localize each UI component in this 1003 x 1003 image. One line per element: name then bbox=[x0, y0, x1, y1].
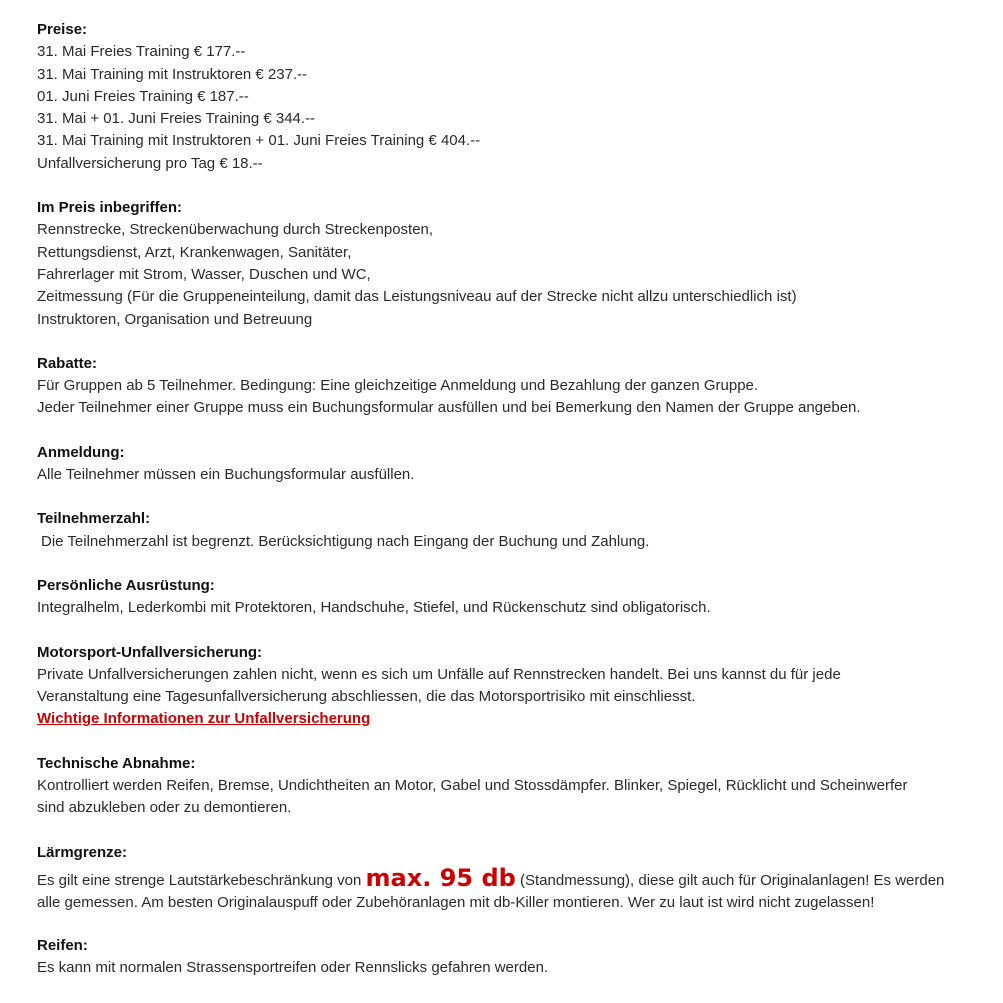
included-line: Rettungsdienst, Arzt, Krankenwagen, Sanitäter, bbox=[37, 243, 352, 261]
section-motorsport bbox=[37, 642, 987, 731]
included-line: Fahrerlager mit Strom, Wasser, Duschen und WC, bbox=[37, 265, 371, 283]
heading-laerm: Lärmgrenze: bbox=[37, 843, 128, 861]
price-line: 31. Mai Training mit Instruktoren € 237.-- bbox=[37, 65, 308, 83]
section-inbegriffen bbox=[37, 197, 987, 331]
included-line: Instruktoren, Organisation und Betreuung bbox=[37, 310, 313, 328]
insurance-line: Private Unfallversicherungen zahlen nicht, wenn es sich um Unfälle auf Rennstrecken handelt. Bei uns kannst du für jede bbox=[37, 665, 841, 683]
insurance-line: Veranstaltung eine Tagesunfallversicherung abschliessen, die das Motorsportrisiko mit einschliesst. bbox=[37, 688, 696, 706]
section-abnahme bbox=[37, 753, 987, 820]
noise-text-after: (Standmessung), diese gilt auch für Originalanlagen! Es werden bbox=[515, 871, 945, 889]
tires-line: Es kann mit normalen Strassensportreifen oder Rennslicks gefahren werden. bbox=[37, 958, 549, 976]
inspection-line: sind abzukleben oder zu demontieren. bbox=[37, 799, 292, 817]
heading-anmeldung: Anmeldung: bbox=[37, 443, 125, 461]
discount-line: Für Gruppen ab 5 Teilnehmer. Bedingung: Eine gleichzeitige Anmeldung und Bezahlung der ganzen Gruppe. bbox=[37, 377, 759, 395]
equipment-line: Integralhelm, Lederkombi mit Protektoren, Handschuhe, Stiefel, und Rückenschutz sind obligatorisch. bbox=[37, 599, 711, 617]
price-line: 31. Mai + 01. Juni Freies Training € 344.-- bbox=[37, 110, 316, 128]
section-anmeldung bbox=[37, 442, 987, 487]
section-teilnehmerzahl bbox=[37, 508, 987, 553]
section-preise bbox=[37, 19, 987, 175]
included-line: Rennstrecke, Streckenüberwachung durch Streckenposten, bbox=[37, 221, 434, 239]
heading-abnahme: Technische Abnahme: bbox=[37, 754, 196, 772]
noise-line-2: alle gemessen. Am besten Originalauspuff oder Zubehöranlagen mit db-Killer montieren. Wer zu laut ist wird nicht zugelassen! bbox=[37, 894, 875, 912]
noise-limit-highlight: max. 95 db bbox=[365, 863, 516, 892]
section-reifen bbox=[37, 935, 987, 980]
heading-reifen: Reifen: bbox=[37, 936, 88, 954]
participants-line: Die Teilnehmerzahl ist begrenzt. Berücksichtigung nach Eingang der Buchung und Zahlung. bbox=[41, 532, 650, 550]
heading-rabatte: Rabatte: bbox=[37, 354, 98, 372]
heading-ausruestung: Persönliche Ausrüstung: bbox=[37, 576, 215, 594]
price-line: 01. Juni Freies Training € 187.-- bbox=[37, 87, 249, 105]
section-rabatte bbox=[37, 353, 987, 420]
included-line: Zeitmessung (Für die Gruppeneinteilung, damit das Leistungsniveau auf der Strecke nicht allzu unterschiedlich ist) bbox=[37, 288, 797, 306]
heading-motorsport: Motorsport-Unfallversicherung: bbox=[37, 643, 263, 661]
registration-line: Alle Teilnehmer müssen ein Buchungsformular ausfüllen. bbox=[37, 466, 415, 484]
insurance-info-link[interactable]: Wichtige Informationen zur Unfallversicherung bbox=[37, 710, 371, 728]
section-laerm bbox=[37, 842, 987, 915]
heading-teilnehmerzahl: Teilnehmerzahl: bbox=[37, 510, 151, 528]
price-line: Unfallversicherung pro Tag € 18.-- bbox=[37, 154, 263, 172]
noise-line bbox=[37, 863, 987, 892]
section-ausruestung bbox=[37, 575, 987, 620]
heading-inbegriffen: Im Preis inbegriffen: bbox=[37, 199, 183, 217]
noise-text-before: Es gilt eine strenge Lautstärkebeschränkung von bbox=[37, 871, 366, 889]
content-page bbox=[37, 19, 987, 1001]
heading-preise: Preise: bbox=[37, 21, 88, 38]
discount-line: Jeder Teilnehmer einer Gruppe muss ein Buchungsformular ausfüllen und bei Bemerkung den Namen der Gruppe angeben. bbox=[37, 399, 861, 417]
price-line: 31. Mai Freies Training € 177.-- bbox=[37, 43, 246, 61]
inspection-line: Kontrolliert werden Reifen, Bremse, Undichtheiten an Motor, Gabel und Stossdämpfer. Blinker, Spiegel, Rücklicht und Scheinwerfer bbox=[37, 777, 908, 795]
price-line: 31. Mai Training mit Instruktoren + 01. Juni Freies Training € 404.-- bbox=[37, 132, 481, 150]
